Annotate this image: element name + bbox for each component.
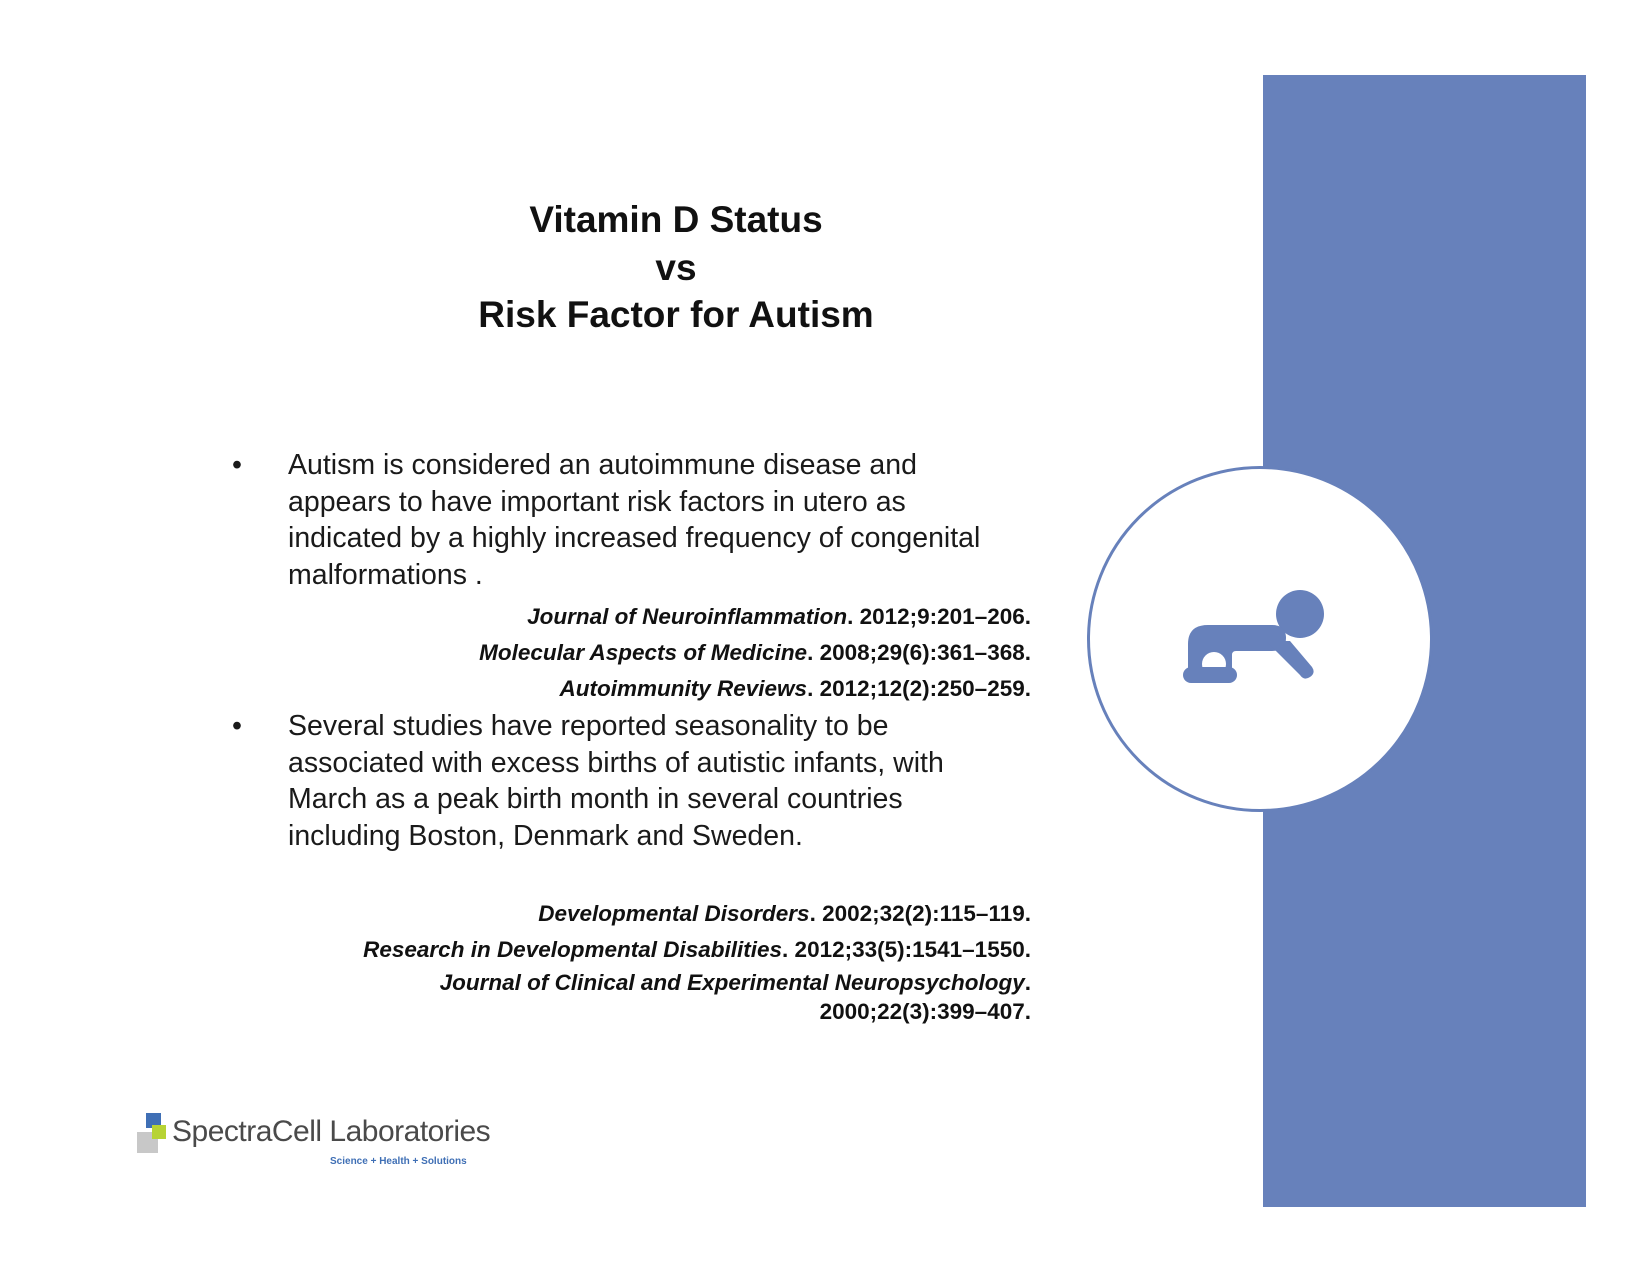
reference-journal: Journal of Clinical and Experimental Neuropsychology xyxy=(439,970,1025,995)
reference-journal: Journal of Neuroinflammation xyxy=(527,604,848,629)
title-line-3: Risk Factor for Autism xyxy=(478,294,874,335)
reference xyxy=(280,599,1031,635)
reference-citation: . 2012;9:201–206. xyxy=(847,604,1031,629)
reference xyxy=(280,896,1031,932)
reference xyxy=(280,635,1031,671)
logo-tagline: Science + Health + Solutions xyxy=(330,1156,467,1167)
reference-list xyxy=(280,896,1031,1026)
reference xyxy=(280,932,1031,968)
reference xyxy=(280,671,1031,707)
title-line-2: vs xyxy=(655,246,697,288)
reference-citation: 2000;22(3):399–407. xyxy=(819,999,1031,1024)
title-line-1: Vitamin D Status xyxy=(529,199,823,240)
reference-citation: . 2012;12(2):250–259. xyxy=(807,676,1031,701)
bullet-marker: • xyxy=(232,449,242,481)
reference-citation: . 2008;29(6):361–368. xyxy=(807,640,1031,665)
reference xyxy=(280,997,1031,1026)
company-logo xyxy=(137,1113,497,1169)
reference-journal: Developmental Disorders xyxy=(538,901,810,926)
reference-list xyxy=(280,599,1031,707)
reference-journal: Molecular Aspects of Medicine xyxy=(479,640,808,665)
bullet-text: Autism is considered an autoimmune disease and appears to have important risk factors in utero as indicated by a highly increased frequency of congenital malformations . xyxy=(288,449,981,591)
slide-title xyxy=(376,196,976,339)
reference-citation: . xyxy=(1024,970,1031,995)
logo-name: SpectraCell Laboratories xyxy=(172,1115,491,1148)
crawling-baby-icon xyxy=(1090,469,1430,809)
logo-mark-icon xyxy=(137,1113,169,1157)
bullet-marker: • xyxy=(232,710,242,742)
reference-citation: . 2002;32(2):115–119. xyxy=(809,901,1031,926)
reference-journal: Autoimmunity Reviews xyxy=(559,676,808,701)
reference-journal: Research in Developmental Disabilities xyxy=(363,937,783,962)
bullet-text: Several studies have reported seasonality to be associated with excess births of autistic infants, with March as a peak birth month in several countries including Boston, Denmark and Sweden. xyxy=(288,710,944,852)
reference xyxy=(280,968,1031,997)
reference-citation: . 2012;33(5):1541–1550. xyxy=(782,937,1031,962)
icon-badge xyxy=(1087,466,1433,812)
